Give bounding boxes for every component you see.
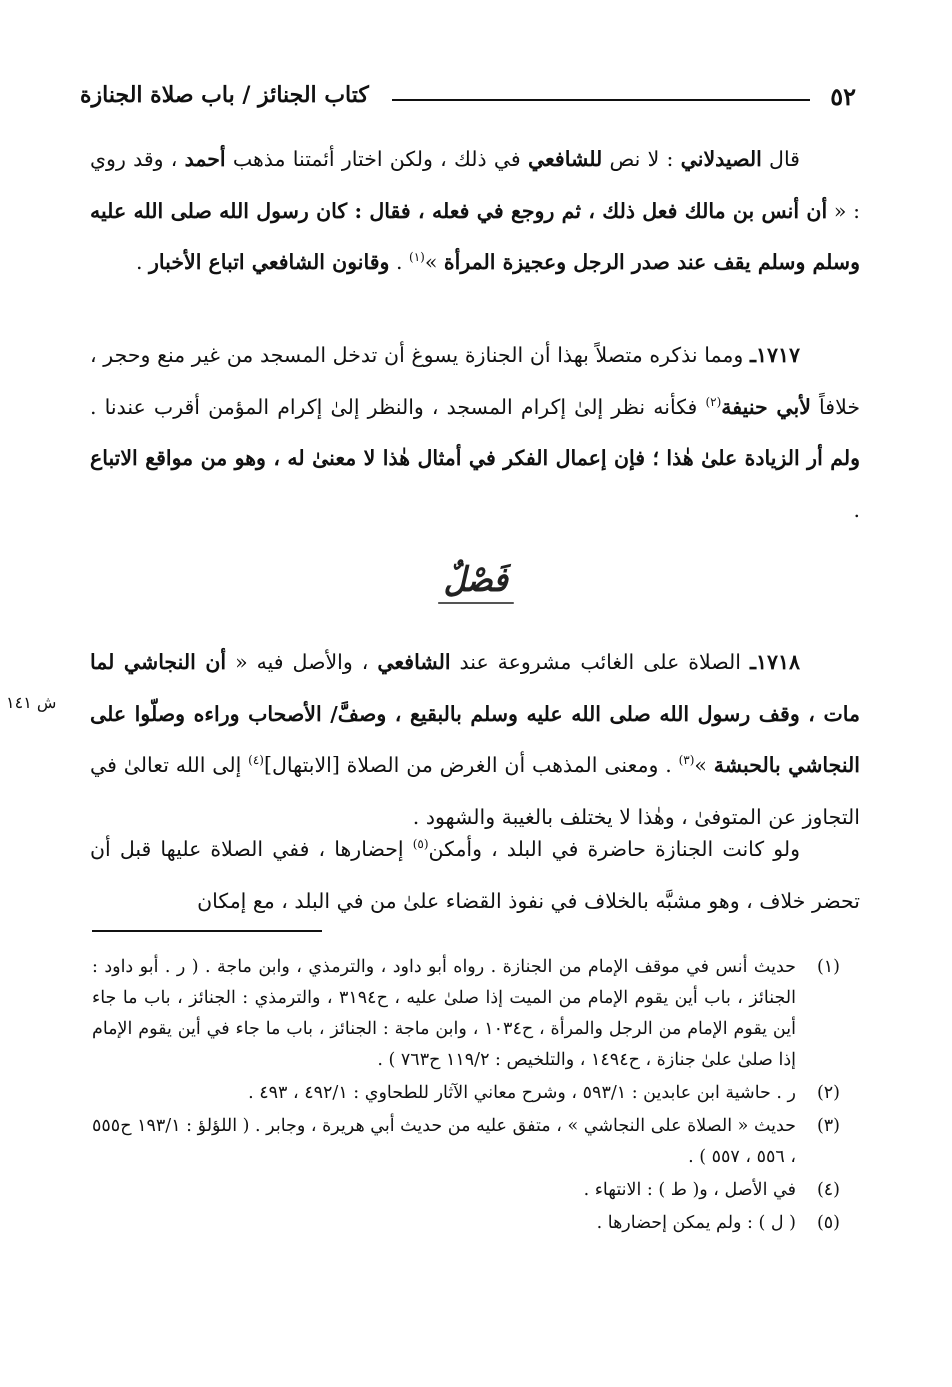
footnote-ref[interactable]: (١)	[409, 250, 425, 265]
issue-number: ١٧١٨ـ	[749, 650, 800, 674]
footnote-ref[interactable]: (٥)	[412, 837, 429, 852]
paragraph-1717: ١٧١٧ـ ومما نذكره متصلاً بهذا أن الجنازة يسوغ أن تدخل المسجد من غير منع وحجر ، خلافاً لأبي حنيفة$^{(٢)}$ فكأنه نظر إلىٰ إكرام المسجد ، والنظر إلىٰ إكرام المؤمن أقرب عندنا . ولم أر الزيادة علىٰ هٰذا ؛ فإن إعمال الفكر في أمثال هٰذا لا معنىٰ له ، وهو من مواقع الاتباع .	[90, 343, 860, 522]
footnote-item	[92, 1175, 860, 1206]
paragraph-1718: ١٧١٨ـ الصلاة على الغائب مشروعة عند الشافعي ، والأصل فيه « أن النجاشي لما مات ، وقف رسول الله صلى الله عليه وسلم بالبقيع ، وصفَّ/ الأصحاب وراءه وصلّوا على النجاشي بالحبشة »$^{(٣)}$ . ومعنى المذهب أن الغرض من الصلاة [الابتهال]$^{(٤)}$ إلى الله تعالىٰ في التجاوز عن المتوفىٰ ، وهٰذا لا يختلف بالغيبة والشهود .	[90, 650, 861, 829]
footnote-text: حديث « الصلاة على النجاشي » ، متفق عليه من حديث أبي هريرة ، وجابر . ( اللؤلؤ : ١٩٣/١ ح٥٥٥ ، ٥٥٦ ، ٥٥٧ ) .	[92, 1116, 797, 1167]
page-number: ٥٢	[830, 82, 856, 111]
footnote-item	[92, 1111, 860, 1173]
footnote-ref[interactable]: (٣)	[678, 753, 695, 768]
footnote-item	[92, 1078, 860, 1109]
header-rule	[392, 99, 810, 101]
footnote-item	[92, 1208, 860, 1239]
footnote-separator	[92, 930, 322, 932]
footnote-number: (٣)	[816, 1116, 840, 1136]
paragraph-4: ولو كانت الجنازة حاضرة في البلد ، وأمكن$^{(٥)}$ إحضارها ، ففي الصلاة عليها قبل أن تحضر خلاف ، وهو مشبَّه بالخلاف في نفوذ القضاء علىٰ من في البلد ، مع إمكان	[90, 837, 860, 913]
footnotes	[92, 952, 860, 1241]
footnote-item	[92, 952, 860, 1076]
footnote-text: حديث أنس في موقف الإمام من الجنازة . رواه أبو داود ، والترمذي ، وابن ماجة . ( ر . أبو داود : الجنائز ، باب أين يقوم الإمام من الميت إذا صلىٰ عليه ، ح٣١٩٤ ، والترمذي : الجنائز ، باب ما جاء أين يقوم الإمام من الرجل والمرأة ، ح١٠٣٤ ، وابن ماجة : الجنائز ، باب ما جاء في أين يقوم الإمام إذا صلىٰ علىٰ جنازة ، ح١٤٩٤ ، والتلخيص : ١١٩/٢ ح٧٦٣ ) .	[92, 957, 796, 1070]
hadith-text: أن النجاشي لما مات ، وقف رسول الله صلى الله عليه وسلم بالبقيع ، وصفَّ/ الأصحاب وراءه وصلّوا على النجاشي بالحبشة	[90, 650, 861, 777]
footnote-ref[interactable]: (٤)	[248, 753, 264, 768]
running-title: كتاب الجنائز / باب صلاة الجنازة	[80, 82, 369, 108]
page-header	[80, 80, 856, 116]
scholar-name: الصيدلاني	[680, 147, 762, 171]
section-heading: فَصْلٌ	[0, 560, 952, 604]
footnote-number: (٢)	[816, 1083, 840, 1103]
paragraph-1: قال الصيدلاني : لا نص للشافعي في ذلك ، ولكن اختار أئمتنا مذهب أحمد ، وقد روي : « أن أنس بن مالك فعل ذلك ، ثم روجع في فعله ، فقال : كان رسول الله صلى الله عليه وسلم وسلم يقف عند صدر الرجل وعجيزة المرأة »$^{(١)}$ . وقانون الشافعي اتباع الأخبار .	[90, 147, 861, 274]
issue-number: ١٧١٧ـ	[749, 343, 800, 367]
footnote-text: ر . حاشية ابن عابدين : ٥٩٣/١ ، وشرح معاني الآثار للطحاوي : ٤٩٢/١ ، ٤٩٣ .	[248, 1083, 796, 1103]
manuscript-folio-note: ش ١٤١	[6, 693, 57, 712]
footnote-text: في الأصل ، و( ط ) : الانتهاء .	[583, 1180, 796, 1200]
hadith-text: أن أنس بن مالك فعل ذلك ، ثم روجع في فعله ، فقال : كان رسول الله صلى الله عليه وسلم وسلم يقف عند صدر الرجل وعجيزة المرأة	[90, 198, 860, 274]
footnote-number: (٤)	[816, 1180, 840, 1200]
footnote-number: (٥)	[816, 1213, 840, 1233]
footnote-ref[interactable]: (٢)	[705, 394, 722, 409]
footnote-text: ( ل ) : ولم يمكن إحضارها .	[596, 1213, 796, 1233]
footnote-number: (١)	[816, 957, 840, 977]
